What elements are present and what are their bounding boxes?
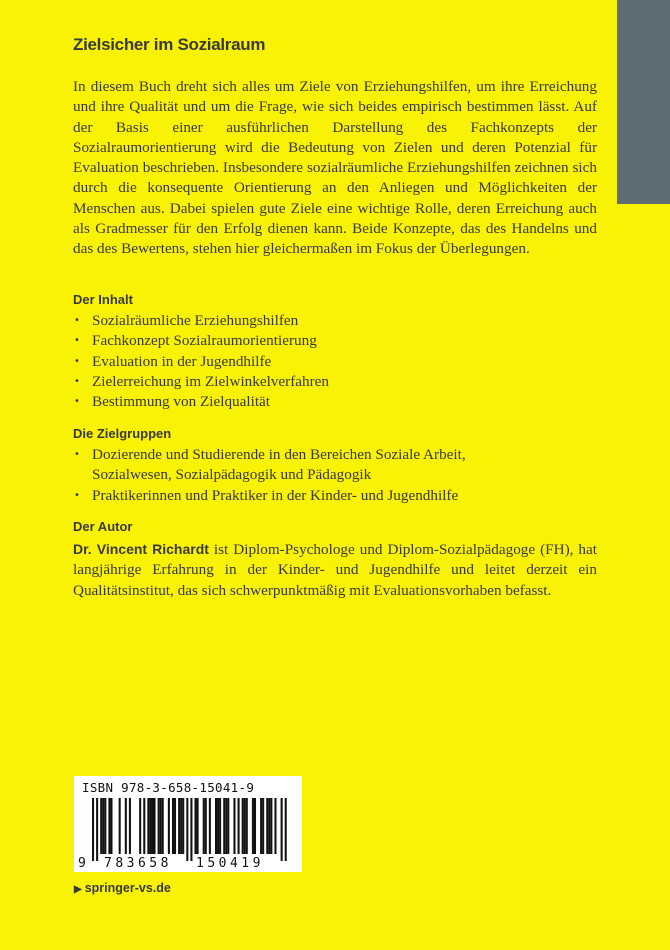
barcode-bar bbox=[205, 798, 207, 854]
barcode-bar bbox=[102, 798, 104, 854]
barcode-bar bbox=[281, 798, 283, 861]
barcode-bar bbox=[217, 798, 219, 854]
barcode-bar bbox=[125, 798, 127, 854]
inhalt-heading: Der Inhalt bbox=[73, 292, 133, 307]
play-arrow-icon: ▶ bbox=[74, 884, 82, 895]
autor-heading: Der Autor bbox=[73, 519, 133, 534]
barcode-bar bbox=[260, 798, 262, 854]
barcode-bar bbox=[238, 798, 240, 854]
barcode-bar bbox=[174, 798, 176, 854]
zielgruppen-list bbox=[73, 445, 533, 506]
barcode-bar bbox=[100, 798, 102, 854]
barcode-bar bbox=[285, 798, 287, 861]
barcode-bar bbox=[154, 798, 156, 854]
barcode-bar bbox=[129, 798, 131, 854]
barcode-bar bbox=[190, 798, 192, 861]
barcode-bar bbox=[186, 798, 188, 861]
list-item: • Dozierende und Studierende in den Bereichen Soziale Arbeit, Sozialwesen, Sozialpädagogik und Pädagogik bbox=[74, 446, 466, 484]
author-bio: ist Diplom-Psychologe und Diplom-Sozialpädagoge (FH), hat langjährige Erfahrung in der Kinder- und Jugendhilfe und leitet derzeit ein Qualitätsinstitut, das sich schwerpunktmäßig mit Evaluationsvorhaben befasst. bbox=[73, 541, 597, 599]
barcode-bar bbox=[203, 798, 205, 854]
barcode-bar bbox=[168, 798, 170, 854]
bullet-icon: • bbox=[74, 396, 80, 408]
barcode-bar bbox=[252, 798, 254, 854]
barcode-bar bbox=[96, 798, 98, 861]
barcode-bar bbox=[110, 798, 112, 854]
barcode-bar bbox=[266, 798, 268, 854]
barcode-bar bbox=[225, 798, 227, 854]
barcode-bar bbox=[209, 798, 211, 854]
barcode-bar bbox=[254, 798, 256, 854]
barcode-digit-lead: 9 bbox=[78, 856, 86, 871]
intro-paragraph: In diesem Buch dreht sich alles um Ziele von Erziehungshilfen, um ihre Erreichung und ihre Qualität und um die Frage, wie sich beides empirisch bestimmen lässt. Auf der Basis einer ausführlichen Darstellung des Fachkonzepts der Sozialraumorientierung wird die Bedeutung von Zielen und deren Potenzial für Evaluation beschrieben. Insbesondere sozialräumliche Erziehungshilfen zeichnen sich durch die konsequente Orientierung an den Anliegen und Möglichkeiten der Menschen aus. Dabei spielen gute Ziele eine wichtige Rolle, deren Erreichung auch als Gradmesser für den Erfolg dienen kann. Beide Konzepte, das des Handelns und das des Bewertens, stehen hier gleichermaßen im Fokus der Überlegungen. bbox=[73, 78, 597, 258]
bullet-icon: • bbox=[74, 315, 80, 326]
barcode-bar bbox=[227, 798, 229, 854]
barcode-bar bbox=[246, 798, 248, 854]
barcode-bar bbox=[143, 798, 145, 854]
barcode-bar bbox=[178, 798, 180, 854]
barcode-bar bbox=[151, 798, 153, 854]
barcode-bar bbox=[268, 798, 270, 854]
barcode-bar bbox=[197, 798, 199, 854]
barcode-digits-right: 150419 bbox=[196, 856, 264, 871]
author-name: Dr. Vincent Richardt bbox=[73, 541, 209, 557]
publisher-link[interactable]: ▶ springer-vs.de bbox=[74, 881, 171, 895]
list-item: • Praktikerinnen und Praktiker in der Kinder- und Jugendhilfe bbox=[73, 486, 533, 506]
barcode-bar bbox=[92, 798, 94, 861]
barcode-bar bbox=[162, 798, 164, 854]
barcode-bar bbox=[147, 798, 149, 854]
barcode-bar bbox=[219, 798, 221, 854]
inhalt-list bbox=[73, 311, 603, 412]
barcode-bar bbox=[195, 798, 197, 854]
zielgruppen-heading: Die Zielgruppen bbox=[73, 426, 172, 441]
isbn-label: ISBN 978-3-658-15041-9 bbox=[82, 780, 255, 795]
bullet-icon: • bbox=[74, 375, 80, 387]
bullet-icon: • bbox=[74, 489, 80, 501]
barcode-bar bbox=[149, 798, 151, 854]
list-item: • Fachkonzept Sozialraumorientierung bbox=[73, 331, 603, 351]
barcode-bar bbox=[160, 798, 162, 854]
barcode bbox=[74, 776, 302, 872]
barcode-bar bbox=[262, 798, 264, 854]
barcode-bar bbox=[274, 798, 276, 854]
barcode-bar bbox=[244, 798, 246, 854]
barcode-bar bbox=[233, 798, 235, 854]
bullet-icon: • bbox=[74, 355, 80, 367]
list-item: • Sozialräumliche Erziehungshilfen bbox=[73, 311, 603, 331]
autor-paragraph bbox=[73, 539, 597, 601]
list-item: • Bestimmung von Zielqualität bbox=[73, 392, 603, 412]
barcode-bar bbox=[215, 798, 217, 854]
bullet-icon: • bbox=[74, 335, 80, 347]
list-item: • Zielerreichung im Zielwinkelverfahren bbox=[73, 372, 603, 392]
barcode-bar bbox=[242, 798, 244, 854]
book-title: Zielsicher im Sozialraum bbox=[73, 35, 266, 54]
barcode-bar bbox=[119, 798, 121, 854]
barcode-bar bbox=[180, 798, 182, 854]
list-item: • Evaluation in der Jugendhilfe bbox=[73, 352, 603, 372]
barcode-bar bbox=[139, 798, 141, 854]
barcode-bar bbox=[223, 798, 225, 854]
barcode-bar bbox=[172, 798, 174, 854]
barcode-bar bbox=[182, 798, 184, 854]
cover-grey-tab bbox=[617, 0, 670, 204]
barcode-digits-left: 783658 bbox=[104, 856, 172, 871]
bullet-icon: • bbox=[74, 449, 80, 460]
barcode-bar bbox=[104, 798, 106, 854]
barcode-bar bbox=[270, 798, 272, 854]
barcode-bar bbox=[158, 798, 160, 854]
barcode-bar bbox=[108, 798, 110, 854]
